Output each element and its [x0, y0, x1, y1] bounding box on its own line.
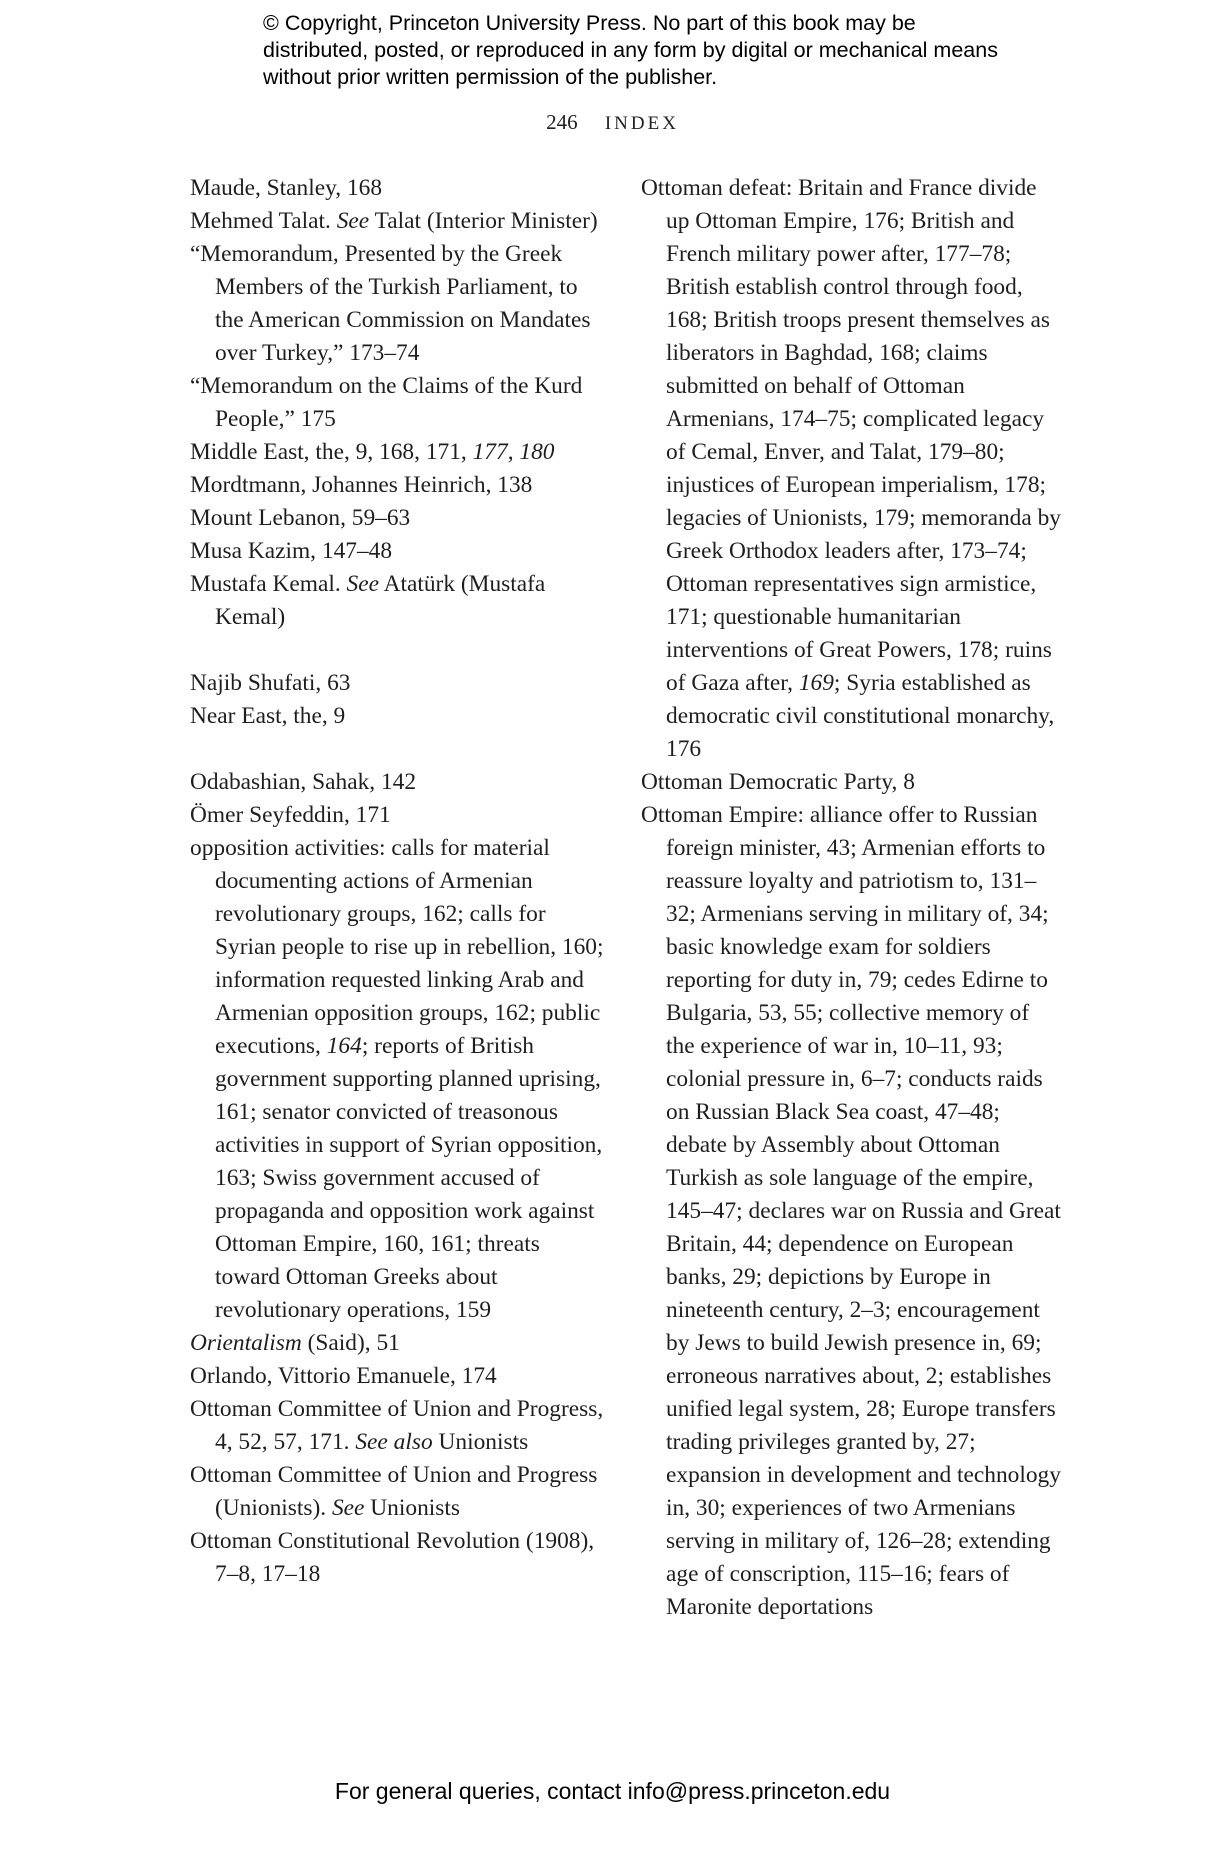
index-entry-text: Ottoman Constitutional Revolution (1908), 7–8, 17–18: [190, 1528, 595, 1587]
index-entry-text: “Memorandum on the Claims of the Kurd People,” 175: [190, 373, 583, 432]
index-entry: [190, 370, 610, 436]
index-entry-text: ; Syria established as democratic civil constitutional monarchy, 176: [666, 670, 1055, 762]
copyright-notice: © Copyright, Princeton University Press. No part of this book may be distributed, posted, or reproduced in any form by digital or mechanical means without prior written permission of the publisher.: [263, 11, 998, 89]
index-entry-italic: 177: [472, 439, 508, 465]
index-entry: [641, 766, 1061, 799]
index-entry: [190, 205, 610, 238]
index-entry-text: Mustafa Kemal.: [190, 571, 347, 597]
index-entry-italic: See also: [355, 1429, 433, 1455]
index-entry-text: Musa Kazim, 147–48: [190, 538, 393, 564]
index-entry: [190, 667, 610, 700]
index-entry: [190, 568, 610, 634]
index-entry-italic: 180: [519, 439, 555, 465]
index-entry-text: (Said), 51: [301, 1330, 400, 1356]
index-entry-text: Ottoman Committee of Union and Progress, 4, 52, 57, 171.: [190, 1396, 604, 1455]
running-title: INDEX: [604, 113, 679, 134]
footer-contact: For general queries, contact info@press.princeton.edu: [334, 1778, 891, 1804]
index-entry: [190, 1360, 610, 1393]
index-entry: [190, 1393, 610, 1459]
index-entry-text: Ottoman Democratic Party, 8: [641, 769, 915, 795]
index-entry-text: opposition activities: calls for material documenting actions of Armenian revolutionary groups, 162; calls for Syrian people to rise up in rebellion, 160; information requested linking Arab and Armenian opposition groups, 162; public executions,: [190, 835, 604, 1059]
index-entry-italic: See: [336, 208, 370, 234]
index-entry: [190, 469, 610, 502]
index-entry: [190, 1459, 610, 1525]
index-entry: [190, 238, 610, 370]
index-entry-text: Ömer Seyfeddin, 171: [190, 802, 391, 828]
running-head: [0, 110, 1225, 135]
index-entry-text: Najib Shufati, 63: [190, 670, 351, 696]
index-entry: [190, 436, 610, 469]
index-entry-text: “Memorandum, Presented by the Greek Members of the Turkish Parliament, to the American Commission on Mandates over Turkey,” 173–74: [190, 241, 591, 366]
index-entry-italic: Orientalism: [190, 1330, 302, 1356]
index-entry-text: Mehmed Talat.: [190, 208, 337, 234]
index-entry-text: Unionists: [364, 1495, 460, 1521]
index-entry-text: Mount Lebanon, 59–63: [190, 505, 411, 531]
index-entry: [190, 766, 610, 799]
letter-group-gap: [190, 634, 610, 667]
index-entry-text: Atatürk (Mustafa Kemal): [215, 571, 546, 630]
index-entry-italic: 164: [326, 1033, 362, 1059]
index-entry: [190, 799, 610, 832]
index-entry: [641, 799, 1061, 1624]
index-entry-text: Talat (Interior Minister): [369, 208, 598, 234]
index-entry: [190, 172, 610, 205]
index-entry-text: Middle East, the, 9, 168, 171,: [190, 439, 473, 465]
index-entry-text: Ottoman Empire: alliance offer to Russian foreign minister, 43; Armenian efforts to reassure loyalty and patriotism to, 131–32; Armenians serving in military of, 34; basic knowledge exam for soldiers reporting for duty in, 79; cedes Edirne to Bulgaria, 53, 55; collective memory of the experience of war in, 10–11, 93; colonial pressure in, 6–7; conducts raids on Russian Black Sea coast, 47–48; debate by Assembly about Ottoman Turkish as sole language of the empire, 145–47; declares war on Russia and Great Britain, 44; dependence on European banks, 29; depictions by Europe in nineteenth century, 2–3; encouragement by Jews to build Jewish presence in, 69; erroneous narratives about, 2; establishes unified legal system, 28; Europe transfers trading privileges granted by, 27; expansion in development and technology in, 30; experiences of two Armenians serving in military of, 126–28; extending age of conscription, 115–16; fears of Maronite deportations: [641, 802, 1061, 1620]
index-entry: [641, 172, 1061, 766]
index-entry: [190, 535, 610, 568]
index-entry-text: Ottoman Committee of Union and Progress (Unionists).: [190, 1462, 598, 1521]
index-entry-text: Maude, Stanley, 168: [190, 175, 383, 201]
index-entry: [190, 502, 610, 535]
index-entry: [190, 1525, 610, 1591]
index-entry-text: Near East, the, 9: [190, 703, 346, 729]
index-entry-italic: 169: [798, 670, 834, 696]
index-entry: [190, 700, 610, 733]
index-entry-text: Unionists: [432, 1429, 529, 1455]
index-column-left: [190, 172, 610, 1591]
index-entry-text: ,: [507, 439, 520, 465]
letter-group-gap: [190, 733, 610, 766]
index-entry: [190, 832, 610, 1327]
index-entry-text: Odabashian, Sahak, 142: [190, 769, 417, 795]
index-entry-italic: See: [346, 571, 380, 597]
index-entry-text: ; reports of British government supporting planned uprising, 161; senator convicted of treasonous activities in support of Syrian opposition, 163; Swiss government accused of propaganda and opposition work against Ottoman Empire, 160, 161; threats toward Ottoman Greeks about revolutionary operations, 159: [215, 1033, 603, 1323]
index-entry-text: Orlando, Vittorio Emanuele, 174: [190, 1363, 497, 1389]
page-number: 246: [546, 110, 578, 134]
index-entry-italic: See: [331, 1495, 365, 1521]
index-entry-text: Mordtmann, Johannes Heinrich, 138: [190, 472, 533, 498]
index-entry-text: Ottoman defeat: Britain and France divide up Ottoman Empire, 176; British and French military power after, 177–78; British establish control through food, 168; British troops present themselves as liberators in Baghdad, 168; claims submitted on behalf of Ottoman Armenians, 174–75; complicated legacy of Cemal, Enver, and Talat, 179–80; injustices of European imperialism, 178; legacies of Unionists, 179; memoranda by Greek Orthodox leaders after, 173–74; Ottoman representatives sign armistice, 171; questionable humanitarian interventions of Great Powers, 178; ruins of Gaza after,: [641, 175, 1061, 696]
index-entry: [190, 1327, 610, 1360]
index-column-right: [641, 172, 1061, 1624]
